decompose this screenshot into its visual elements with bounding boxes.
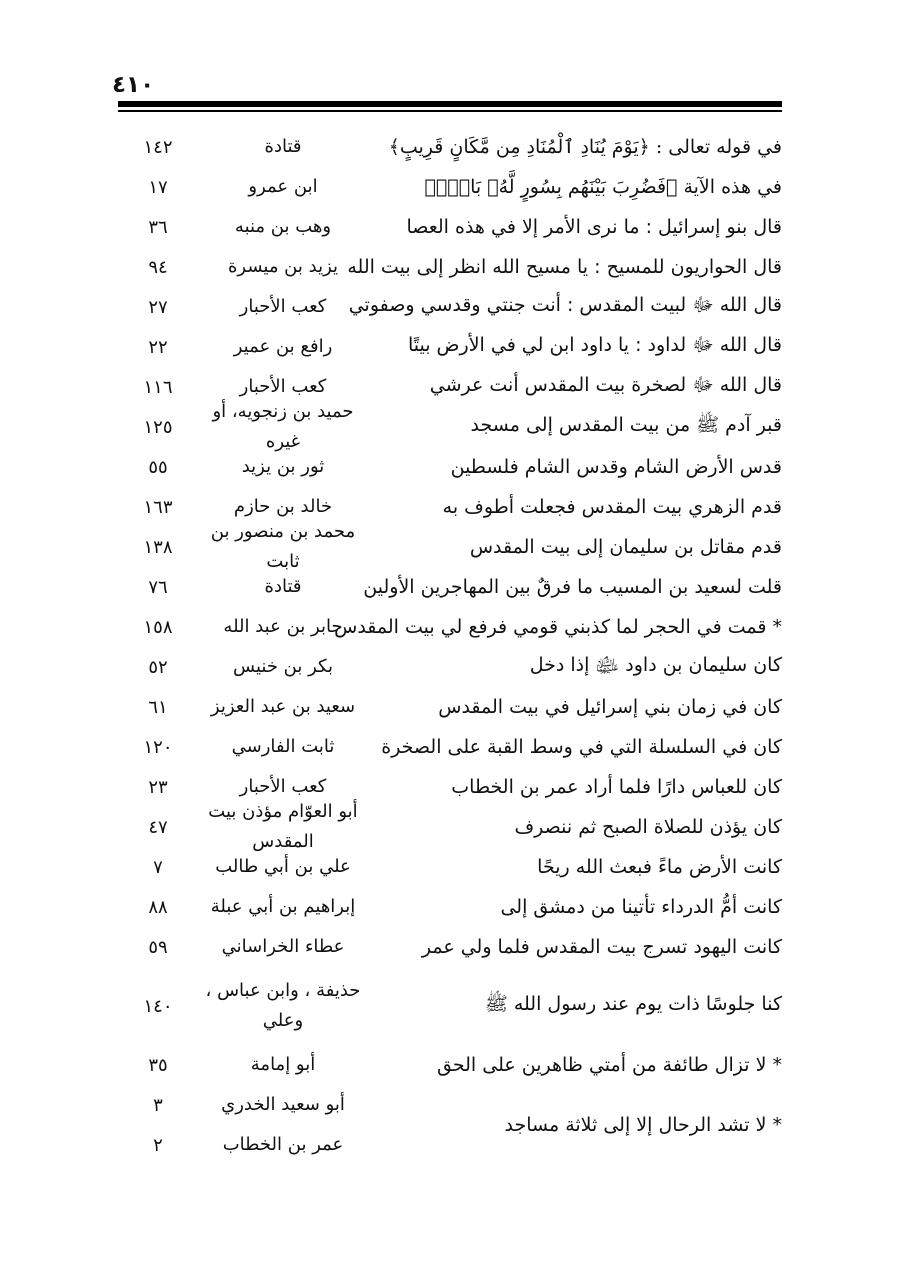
table-row [118,447,782,487]
narrator: يزيد بن ميسرة [227,256,339,277]
table-row [118,327,782,367]
narrator: ثور بن يزيد [241,456,325,477]
table-row [118,647,782,687]
narrator: كعب الأحبار [239,376,327,397]
hadith-text: قدس الأرض الشام وقدس الشام فلسطين [450,456,782,478]
hadith-text: كانت أمُّ الدرداء تأتينا من دمشق إلى [500,896,782,918]
hadith-text: قال الله ﷻ لصخرة بيت المقدس أنت عرشي [429,374,782,396]
table-row [118,801,782,852]
narrator: حذيفة ، وابن عباس ، وعلي [205,980,361,1031]
table-row [118,287,782,327]
page-ref: ٢٢ [148,336,168,358]
hadith-text: قال الله ﷻ لبيت المقدس : أنت جنتي وقدسي وصفوتي [348,294,782,316]
table-row [118,687,782,727]
page-ref: ١٤٢ [143,136,173,158]
narrator: أبو العوّام مؤذن بيت المقدس [208,801,358,852]
narrator: أبو إمامة [250,1054,316,1075]
hadith-text: قبر آدم ﷺ من بيت المقدس إلى مسجد [470,414,782,436]
hadith-text: في هذه الآية ﴿فَضُرِبَ بَيْنَهُم بِسُورٍ لَّهُۥ بَابٌۢ﴾ [424,176,782,198]
narrator: علي بن أبي طالب [215,856,351,877]
page-ref: ٤٧ [148,816,168,838]
page-ref: ١٧ [148,176,168,198]
page-ref: ٢٣ [148,776,168,798]
hadith-text: قال بنو إسرائيل : ما نرى الأمر إلا في هذه العصا [406,216,782,238]
narrator: كعب الأحبار [239,776,327,797]
table-row [118,887,782,927]
hadith-text: قدم مقاتل بن سليمان إلى بيت المقدس [469,536,782,558]
hadith-text: * لا تشد الرحال إلا إلى ثلاثة مساجد [504,1114,782,1136]
table-row [118,1085,782,1165]
hadith-index-table [118,127,782,1165]
page-ref: ١٢٥ [143,416,173,438]
hadith-text: كان في السلسلة التي في وسط القبة على الصخرة [381,736,782,758]
narrator: عطاء الخراساني [221,936,345,957]
narrator: وهب بن منبه [234,216,332,237]
hadith-text: كان سليمان بن داود ﵉ إذا دخل [529,654,782,676]
page-ref: ١٦٣ [143,496,173,518]
header-rule-thin [118,110,782,112]
index-rows [118,127,782,967]
hadith-text: قال الله ﷻ لداود : يا داود ابن لي في الأرض بيتًا [407,334,782,356]
narrator: كعب الأحبار [239,296,327,317]
table-row [118,167,782,207]
hadith-text: في قوله تعالى : ﴿يَوْمَ يُنَادِ ٱلْمُنَادِ مِن مَّكَانٍ قَرِيبٍ﴾ [388,136,782,158]
narrator: رافع بن عمير [233,336,333,357]
hadith-text: قدم الزهري بيت المقدس فجعلت أطوف به [442,496,782,518]
narrator: بكر بن خنيس [233,656,333,677]
page-ref: ١٤٠ [143,995,173,1017]
page-ref: ٢٧ [148,296,168,318]
page-ref: ١٥٨ [143,616,173,638]
table-row [118,847,782,887]
table-row [118,207,782,247]
narrator-stack [198,1085,368,1165]
page-ref: ٦١ [148,696,168,718]
narrator: محمد بن منصور بن ثابت [210,521,356,572]
page-ref: ٥٩ [148,936,168,958]
page-ref: ٢ [153,1134,163,1156]
narrator: حميد بن زنجويه، أو غيره [212,401,354,452]
narrator: جابر بن عبد الله [223,616,343,637]
narrator: إبراهيم بن أبي عبلة [210,896,356,917]
hadith-text: كان للعباس دارًا فلما أراد عمر بن الخطاب [451,776,782,798]
page-ref: ٥٢ [148,656,168,678]
page-number: ٤١٠ [112,72,155,98]
narrator: ثابت الفارسي [231,736,335,757]
narrator: قتادة [264,576,302,597]
narrator: عمر بن الخطاب [222,1134,344,1155]
header-rule-thick [118,101,782,107]
hadith-text: * لا تزال طائفة من أمتي ظاهرين على الحق [437,1054,782,1076]
page-ref: ٩٤ [148,256,168,278]
table-row [118,967,782,1045]
page-ref: ٣٦ [148,216,168,238]
table-row [118,1045,782,1085]
page-ref: ٥٥ [148,456,168,478]
hadith-text: * قمت في الحجر لما كذبني قومي فرفع لي بيت المقدس [334,616,782,638]
hadith-text: كنا جلوسًا ذات يوم عند رسول الله ﷺ [484,993,782,1015]
narrator: خالد بن حازم [233,496,333,517]
table-row [118,727,782,767]
hadith-text: قلت لسعيد بن المسيب ما فرقٌ بين المهاجرين الأولين [363,576,782,598]
table-row [118,567,782,607]
narrator: أبو سعيد الخدري [221,1094,345,1115]
hadith-text: كانت اليهود تسرج بيت المقدس فلما ولي عمر [421,936,782,958]
page-ref: ٧ [153,856,163,878]
page-ref: ١٢٠ [143,736,173,758]
hadith-text: كان يؤذن للصلاة الصبح ثم ننصرف [514,816,782,838]
page-ref: ١١٦ [143,376,173,398]
hadith-text: كانت الأرض ماءً فبعث الله ريحًا [537,856,782,878]
hadith-text: كان في زمان بني إسرائيل في بيت المقدس [438,696,782,718]
table-row [118,927,782,967]
table-row [118,607,782,647]
table-row [118,521,782,572]
page-ref: ٨٨ [148,896,168,918]
narrator: سعيد بن عبد العزيز [210,696,356,717]
narrator: ابن عمرو [248,176,318,197]
page-ref: ٣٥ [148,1054,168,1076]
table-row [118,401,782,452]
page-ref: ٣ [153,1094,163,1116]
page-ref: ٧٦ [148,576,168,598]
page-ref-stack [118,1085,198,1165]
hadith-text: قال الحواريون للمسيح : يا مسيح الله انظر إلى بيت الله [347,256,782,278]
page-ref: ١٣٨ [143,536,173,558]
table-row [118,127,782,167]
narrator: قتادة [264,136,302,157]
table-row [118,247,782,287]
